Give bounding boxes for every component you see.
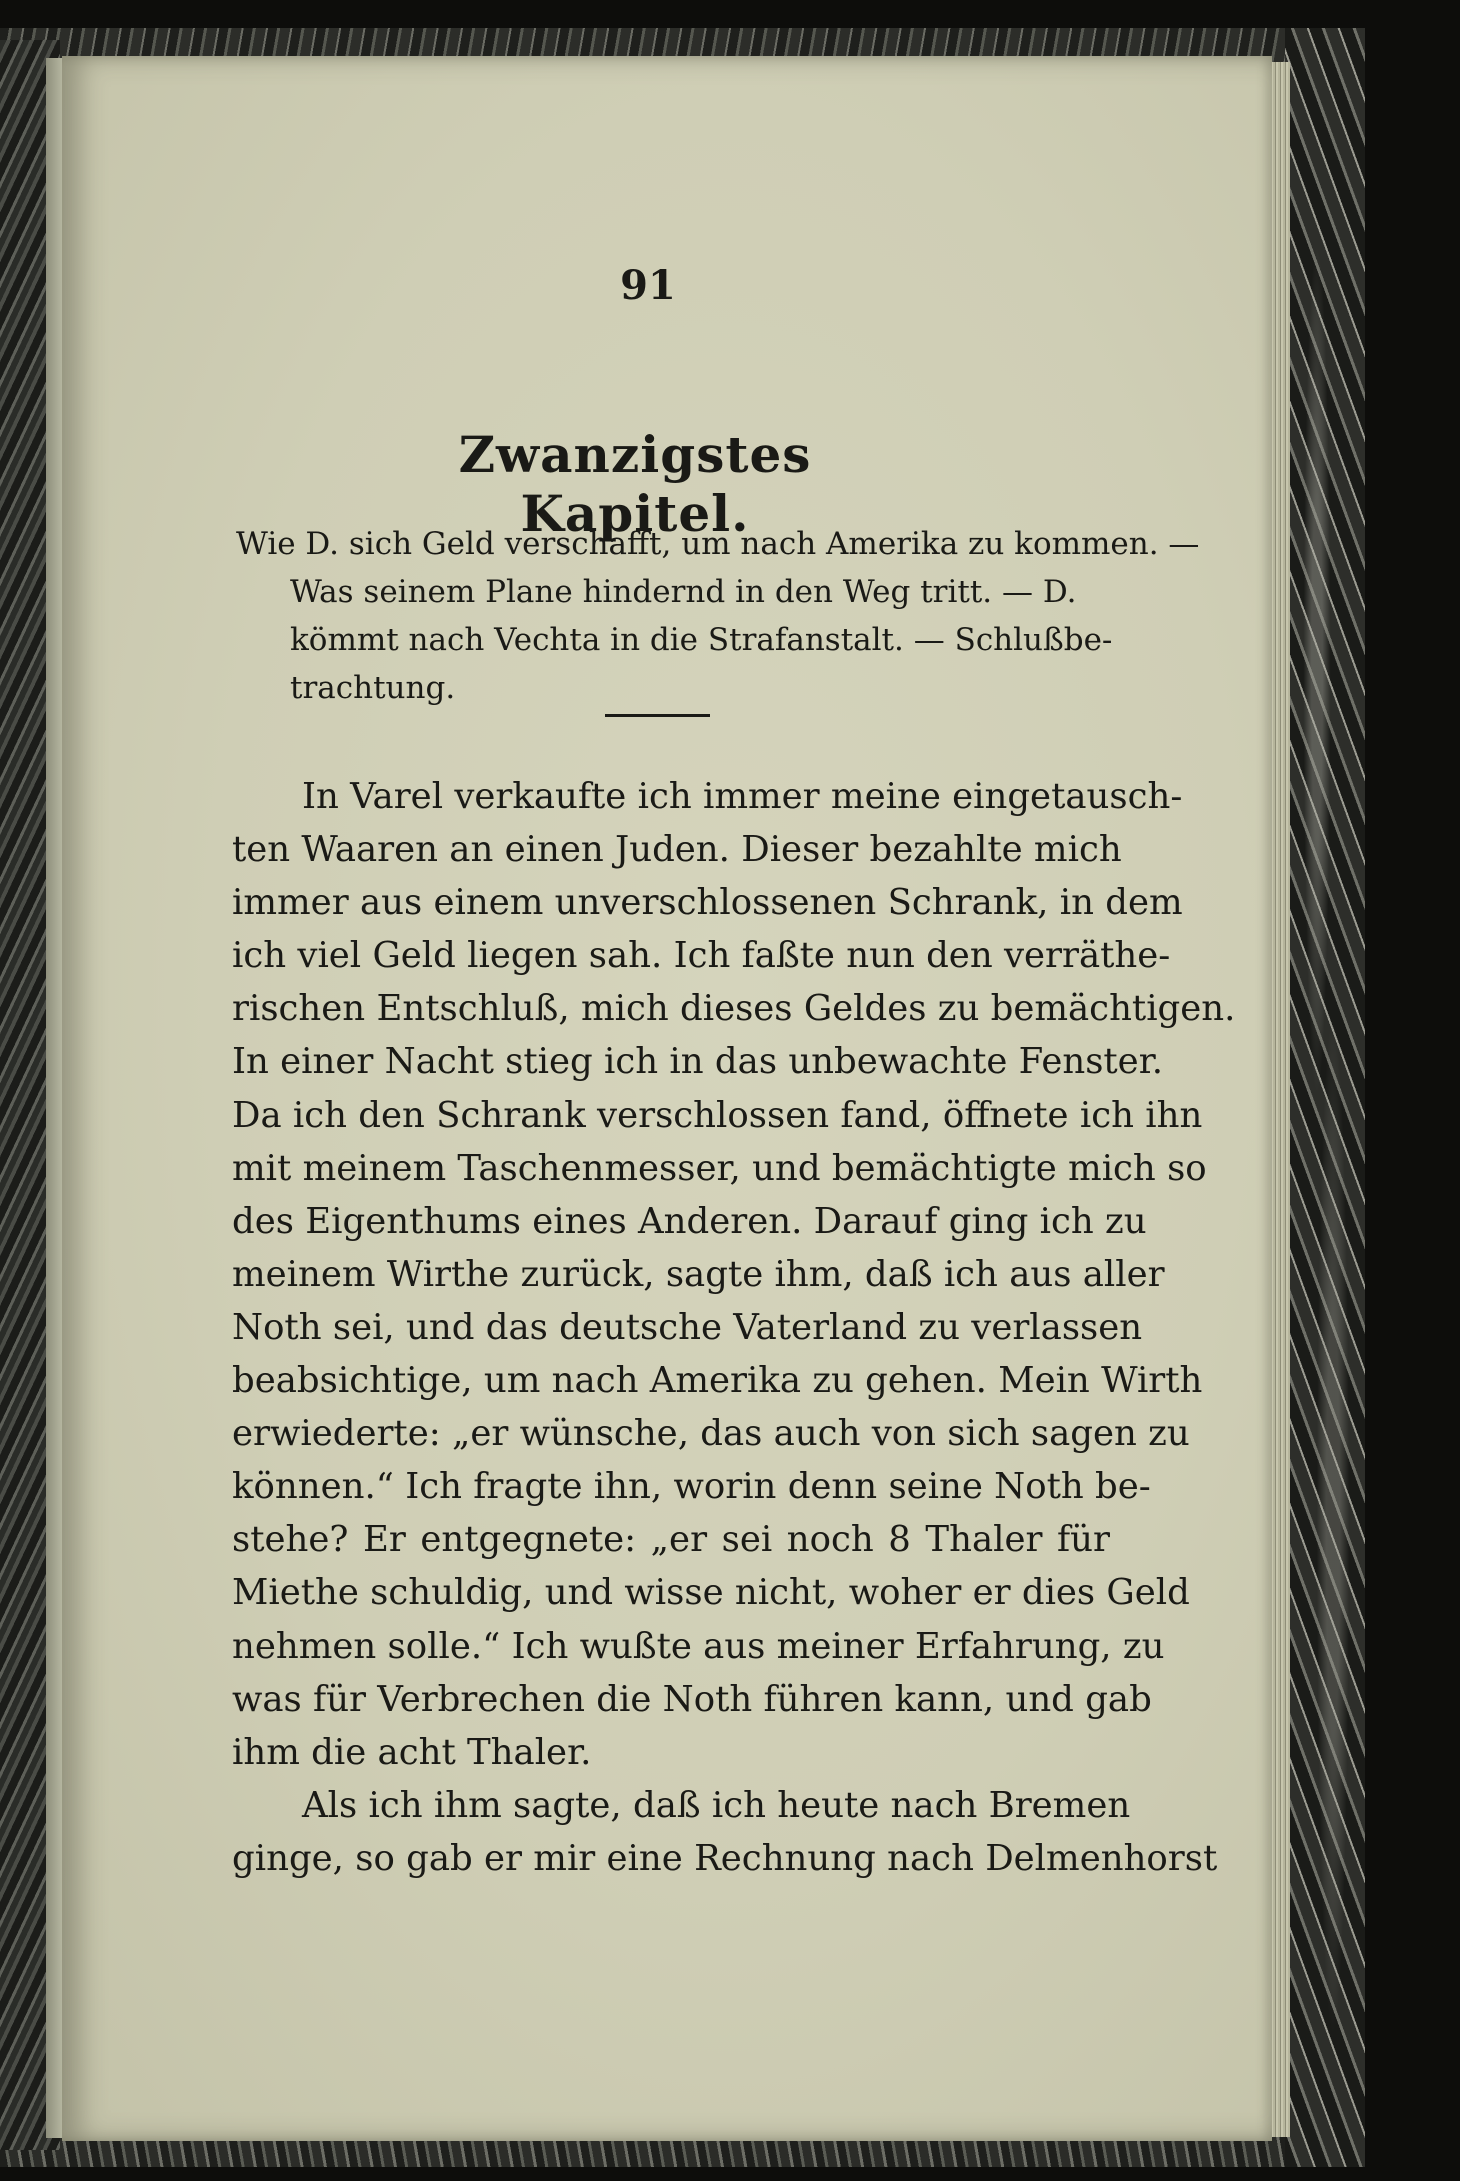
body-line: des Eigenthums eines Anderen. Darauf ging ich zu	[232, 1200, 1147, 1242]
body-line: nehmen solle.“ Ich wußte aus meiner Erfahrung, zu	[232, 1625, 1165, 1667]
body-line: rischen Entschluß, mich dieses Geldes zu bemächtigen.	[232, 988, 1236, 1030]
body-line: Noth sei, und das deutsche Vaterland zu verlassen	[232, 1306, 1143, 1348]
body-line: ich viel Geld liegen sah. Ich faßte nun den verräthe-	[232, 935, 1171, 977]
body-line: ginge, so gab er mir eine Rechnung nach Delmenhorst	[232, 1837, 1218, 1879]
cover-board-right	[1285, 28, 1365, 2167]
summary-line: trachtung.	[290, 670, 456, 706]
body-line: stehe? Er entgegnete: „er sei noch 8 Thaler für	[232, 1519, 1110, 1561]
body-line: erwiederte: „er wünsche, das auch von sich sagen zu	[232, 1413, 1190, 1455]
body-line: können.“ Ich fragte ihn, worin denn seine Noth be-	[232, 1466, 1151, 1508]
summary-line: Wie D. sich Geld verschafft, um nach Amerika zu kommen. —	[236, 526, 1200, 562]
section-divider	[605, 714, 710, 717]
body-line: meinem Wirthe zurück, sagte ihm, daß ich aus aller	[232, 1253, 1165, 1295]
body-line: ten Waaren an einen Juden. Dieser bezahlte mich	[232, 829, 1122, 871]
body-line: Als ich ihm sagte, daß ich heute nach Bremen	[302, 1784, 1131, 1826]
body-line: mit meinem Taschenmesser, und bemächtigte mich so	[232, 1147, 1207, 1189]
body-line: ihm die acht Thaler.	[232, 1731, 592, 1773]
page-number: 91	[620, 262, 676, 309]
body-line: Da ich den Schrank verschlossen fand, öffnete ich ihn	[232, 1094, 1203, 1136]
body-line: In Varel verkaufte ich immer meine eingetausch-	[302, 776, 1183, 817]
summary-line: kömmt nach Vechta in die Strafanstalt. — Schlußbe-	[290, 622, 1113, 658]
body-line: immer aus einem unverschlossenen Schrank, in dem	[232, 882, 1183, 924]
chapter-summary	[236, 520, 1200, 712]
summary-line: Was seinem Plane hindernd in den Weg tritt. — D.	[290, 574, 1077, 610]
chapter-title: Zwanzigstes Kapitel.	[458, 425, 812, 543]
body-line: was für Verbrechen die Noth führen kann, und gab	[232, 1678, 1152, 1720]
body-line: Miethe schuldig, und wisse nicht, woher er dies Geld	[232, 1572, 1190, 1614]
body-line: In einer Nacht stieg ich in das unbewachte Fenster.	[232, 1041, 1164, 1083]
body-line: beabsichtige, um nach Amerika zu gehen. Mein Wirth	[232, 1360, 1203, 1402]
body-text	[232, 770, 1236, 1885]
